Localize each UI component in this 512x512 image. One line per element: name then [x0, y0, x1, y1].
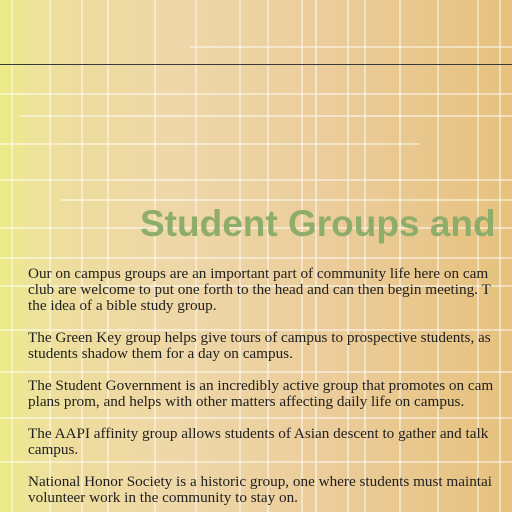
text-line: Our on campus groups are an important part of community life here on cam	[28, 265, 489, 282]
text-line: National Honor Society is a historic group, one where students must maintai	[28, 473, 492, 490]
text-line: The AAPI affinity group allows students of Asian descent to gather and talk	[28, 425, 489, 442]
text-line: plans prom, and helps with other matters affecting daily life on campus.	[28, 393, 465, 410]
paragraph-campus-groups	[28, 266, 512, 314]
paragraph-green-key	[28, 330, 512, 362]
text-line: The Green Key group helps give tours of campus to prospective students, as	[28, 329, 491, 346]
paragraph-aapi	[28, 426, 512, 458]
paragraph-honor-society	[28, 474, 512, 506]
slide-title: Student Groups and	[140, 203, 496, 244]
text-line: club are welcome to put one forth to the head and can then begin meeting. T	[28, 281, 491, 298]
text-line: the idea of a bible study group.	[28, 297, 217, 314]
slide-body	[28, 266, 512, 512]
text-line: students shadow them for a day on campus.	[28, 345, 293, 362]
paragraph-student-government	[28, 378, 512, 410]
text-line: campus.	[28, 441, 79, 458]
text-line: The Student Government is an incredibly active group that promotes on cam	[28, 377, 494, 394]
text-line: volunteer work in the community to stay on.	[28, 489, 298, 506]
header-divider-line	[0, 64, 512, 65]
